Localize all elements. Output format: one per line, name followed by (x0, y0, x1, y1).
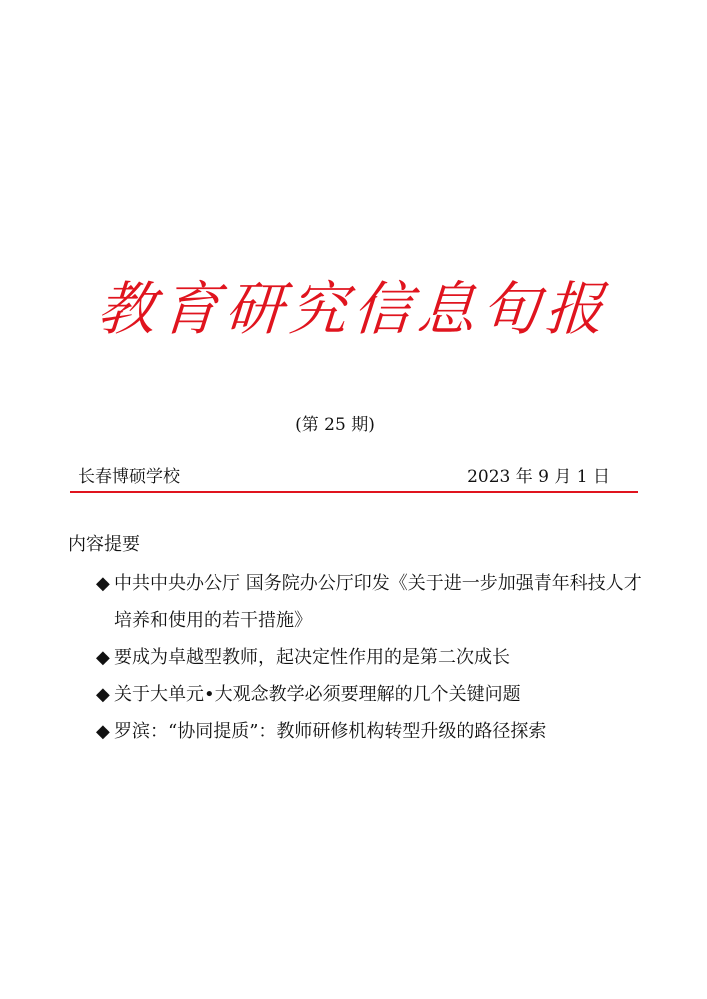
header-divider (70, 491, 638, 493)
contents-item (96, 676, 656, 713)
contents-item (96, 713, 656, 750)
contents-item-text: 要成为卓越型教师，起决定性作用的是第二次成长 (114, 647, 510, 668)
issue-date: 2023 年 9 月 1 日 (467, 467, 610, 487)
organization-name: 长春博硕学校 (78, 467, 180, 487)
contents-item-text: 罗滨：“协同提质”：教师研修机构转型升级的路径探索 (114, 721, 547, 742)
diamond-bullet-icon: ◆ (96, 647, 110, 668)
masthead-title: 教育研究信息旬报 (94, 275, 612, 343)
contents-item (96, 565, 656, 639)
contents-heading: 内容提要 (68, 534, 140, 555)
contents-list (96, 565, 656, 750)
issue-number: (第 25 期) (295, 415, 375, 435)
contents-item-text: 中共中央办公厅 国务院办公厅印发《关于进一步加强青年科技人才培养和使用的若干措施》 (114, 573, 642, 631)
diamond-bullet-icon: ◆ (96, 573, 110, 594)
diamond-bullet-icon: ◆ (96, 721, 110, 742)
diamond-bullet-icon: ◆ (96, 684, 110, 705)
header-row (78, 462, 638, 488)
contents-item (96, 639, 656, 676)
contents-item-text: 关于大单元•大观念教学必须要理解的几个关键问题 (114, 684, 521, 705)
